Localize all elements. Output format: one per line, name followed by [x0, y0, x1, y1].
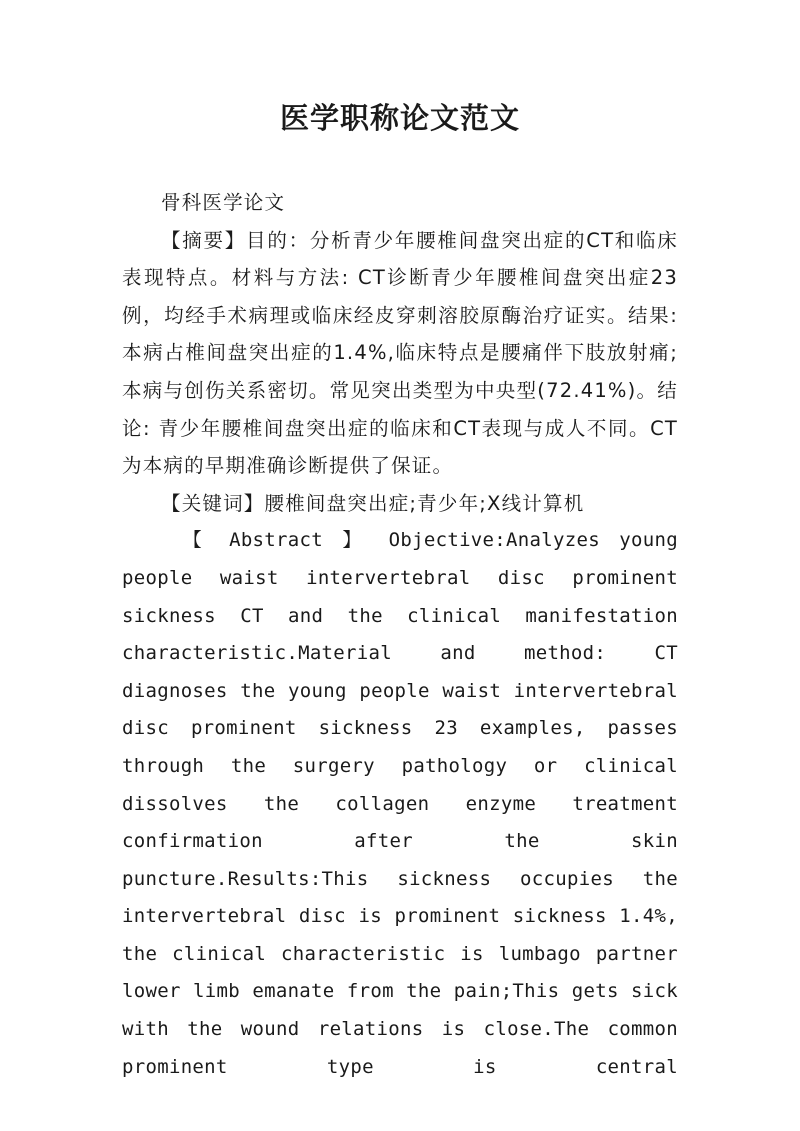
document-body	[122, 184, 678, 1086]
keywords-chinese: 【关键词】腰椎间盘突出症;青少年;X线计算机	[161, 491, 585, 515]
abstract-chinese: 【摘要】目的：分析青少年腰椎间盘突出症的CT和临床表现特点。材料与方法: CT诊断青少年腰椎间盘突出症23例，均经手术病理或临床经皮穿刺溶胶原酶治疗证实。结果: 本病占椎间盘突出症的1.4%,临床特点是腰痛伴下肢放射痛;本病与创伤关系密切。常见突出类型为中央型(72.41%)。结论: 青少年腰椎间盘突出症的临床和CT表现与成人不同。CT为本病的早期准确诊断提供了保证。	[122, 228, 678, 478]
category-line: 骨科医学论文	[161, 191, 286, 214]
document-title: 医学职称论文范文	[279, 101, 520, 135]
abstract-english: 【 Abstract 】 Objective:Analyzes young people waist intervertebral disc prominent sickness CT and the clinical manifestation characteristic.Material and method: CT diagnoses the young people waist intervertebral disc prominent sickness 23 examples, passes through the surgery pathology or clinical dissolves the collagen enzyme treatment confirmation after the skin puncture.Results:This sickness occupies the intervertebral disc is prominent sickness 1.4%, the clinical characteristic is lumbago partner lower limb emanate from the pain;This gets sick with the wound relations is close.The common prominent type is central	[122, 529, 678, 1078]
